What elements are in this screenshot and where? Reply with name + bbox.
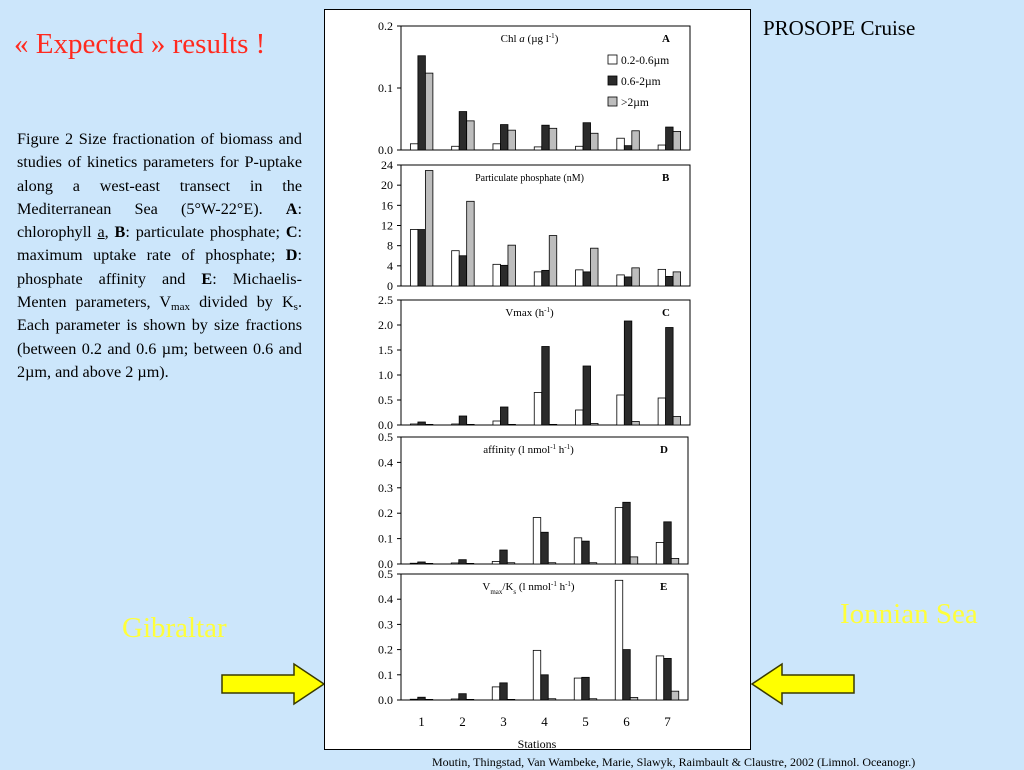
bar bbox=[459, 112, 467, 150]
caption-text: : particulate phosphate; bbox=[125, 223, 286, 242]
bar bbox=[418, 422, 426, 425]
size-fraction-chart bbox=[325, 10, 752, 751]
legend-swatch bbox=[608, 97, 617, 106]
bar bbox=[574, 678, 582, 700]
y-tick-label: 0 bbox=[387, 279, 393, 293]
bar bbox=[671, 691, 679, 700]
y-tick-label: 0.4 bbox=[378, 592, 393, 607]
bar bbox=[500, 407, 508, 425]
panel-label: affinity (l nmol$^{-1}$ $h^{-1}$) bbox=[483, 443, 574, 456]
caption-text: Figure 2 Size fractionation of biomass and studies of kinetics parameters for P-uptake along a west-east transect in the Mediterranean Sea (5°W-22°E). bbox=[17, 130, 302, 218]
bar bbox=[493, 421, 501, 425]
y-tick-label: 24 bbox=[381, 158, 393, 172]
bar bbox=[617, 275, 625, 286]
bar bbox=[615, 508, 623, 564]
bar bbox=[500, 550, 508, 564]
y-tick-label: 0.3 bbox=[378, 617, 393, 632]
caption-text: : Michaelis-Menten parameters, V bbox=[17, 269, 302, 312]
bar bbox=[673, 131, 681, 150]
bar bbox=[658, 398, 666, 425]
bar bbox=[548, 563, 556, 564]
y-tick-label: 1.0 bbox=[378, 368, 393, 382]
bar bbox=[591, 248, 599, 286]
caption-text: . Each parameter is shown by size fractions (between 0.2 and 0.6 µm; between 0.6 and 2µm, and above 2 µm). bbox=[17, 293, 302, 381]
bar bbox=[574, 538, 582, 564]
bar bbox=[459, 694, 467, 700]
bar bbox=[410, 144, 418, 150]
bar bbox=[576, 146, 584, 150]
y-tick-label: 0.0 bbox=[378, 693, 393, 707]
bar bbox=[671, 558, 679, 564]
y-tick-label: 0.0 bbox=[378, 418, 393, 432]
bar bbox=[425, 73, 433, 150]
bar bbox=[664, 522, 672, 564]
bar bbox=[591, 133, 599, 150]
bar bbox=[418, 562, 426, 564]
caption-panel-e: E bbox=[201, 269, 213, 288]
bar bbox=[656, 542, 664, 564]
bar bbox=[583, 123, 591, 150]
caption-chl-a: a bbox=[97, 223, 105, 242]
bar bbox=[467, 201, 475, 286]
bar bbox=[410, 563, 418, 564]
caption-text: divided by K bbox=[190, 293, 294, 312]
bar bbox=[591, 424, 599, 426]
bar bbox=[541, 675, 549, 700]
y-tick-label: 0.5 bbox=[378, 567, 393, 581]
bar bbox=[541, 532, 549, 564]
y-tick-label: 12 bbox=[381, 218, 393, 233]
bar bbox=[452, 146, 460, 150]
bar bbox=[493, 144, 501, 150]
bar bbox=[630, 557, 638, 564]
bar bbox=[466, 563, 474, 564]
y-tick-label: 0.1 bbox=[378, 81, 393, 95]
bar bbox=[534, 393, 542, 426]
caption-panel-b: B bbox=[114, 223, 126, 242]
y-tick-label: 16 bbox=[381, 198, 393, 213]
y-tick-label: 20 bbox=[381, 178, 393, 193]
bar bbox=[632, 131, 640, 150]
bar bbox=[452, 424, 460, 425]
bar bbox=[658, 269, 666, 286]
bar bbox=[589, 699, 597, 700]
bar bbox=[576, 270, 584, 286]
y-tick-label: 0.4 bbox=[378, 455, 393, 470]
y-tick-label: 0.1 bbox=[378, 531, 393, 546]
bar bbox=[466, 699, 474, 700]
bar bbox=[410, 424, 418, 425]
bar bbox=[632, 422, 640, 426]
y-tick-label: 2.5 bbox=[378, 293, 393, 307]
bar bbox=[507, 699, 515, 700]
bar bbox=[459, 560, 467, 564]
caption-text: : chlorophyll bbox=[17, 199, 302, 242]
bar bbox=[451, 563, 459, 564]
bar bbox=[508, 245, 516, 286]
x-tick-label: 2 bbox=[459, 714, 466, 729]
y-tick-label: 0.5 bbox=[378, 393, 393, 407]
bar bbox=[500, 265, 508, 286]
panel-letter: B bbox=[662, 172, 670, 184]
legend-entry: 0.6-2µm bbox=[621, 76, 661, 88]
bar bbox=[673, 417, 681, 426]
bar bbox=[623, 502, 631, 564]
bar bbox=[658, 145, 666, 150]
bar bbox=[452, 251, 460, 286]
right-arrow-icon bbox=[220, 662, 328, 706]
bar bbox=[576, 410, 584, 425]
y-tick-label: 4 bbox=[387, 258, 393, 273]
slide-title: « Expected » results ! bbox=[14, 28, 266, 60]
bar bbox=[451, 699, 459, 700]
bar bbox=[666, 127, 674, 150]
bar bbox=[418, 230, 426, 286]
x-tick-label: 5 bbox=[582, 714, 589, 729]
y-tick-label: 0.2 bbox=[378, 642, 393, 657]
caption-sub-max: max bbox=[171, 301, 190, 314]
bar bbox=[500, 125, 508, 150]
cruise-label: PROSOPE Cruise bbox=[763, 16, 916, 40]
x-axis-label: Stations bbox=[517, 737, 557, 751]
bar bbox=[410, 699, 418, 700]
legend-swatch bbox=[608, 76, 617, 85]
caption-panel-d: D bbox=[285, 246, 298, 265]
bar bbox=[534, 147, 542, 150]
bar bbox=[673, 272, 681, 286]
panel-letter: E bbox=[660, 581, 668, 593]
bar bbox=[492, 561, 500, 564]
bar bbox=[548, 699, 556, 700]
panel-label: $V_{max}/K_s$ (l nmol$^{-1}$ $h^{-1}$) bbox=[482, 580, 575, 596]
bar bbox=[664, 658, 672, 700]
x-tick-label: 4 bbox=[541, 714, 548, 729]
bar bbox=[624, 146, 632, 150]
bar bbox=[666, 276, 674, 286]
x-tick-label: 1 bbox=[418, 714, 425, 729]
bar bbox=[459, 416, 467, 425]
bar bbox=[493, 264, 501, 286]
bar bbox=[500, 683, 508, 700]
bar bbox=[615, 580, 623, 700]
caption-panel-c: C bbox=[285, 223, 298, 242]
bar bbox=[549, 424, 557, 425]
panel-label: Particulate phosphate (nM) bbox=[475, 173, 584, 184]
bar bbox=[534, 272, 542, 286]
bar bbox=[656, 656, 664, 700]
bar bbox=[582, 541, 590, 564]
x-tick-label: 3 bbox=[500, 714, 507, 729]
bar bbox=[624, 277, 632, 286]
bar bbox=[492, 687, 500, 700]
bar bbox=[467, 121, 475, 150]
y-tick-label: 0.2 bbox=[378, 506, 393, 521]
bar bbox=[542, 125, 550, 150]
bar bbox=[583, 366, 591, 425]
y-tick-label: 0.5 bbox=[378, 430, 393, 444]
panel-letter: A bbox=[662, 33, 670, 45]
bar bbox=[425, 171, 433, 286]
bar bbox=[418, 697, 426, 700]
bar bbox=[549, 128, 557, 150]
y-tick-label: 0.0 bbox=[378, 557, 393, 571]
y-tick-label: 0.3 bbox=[378, 480, 393, 495]
bar bbox=[666, 328, 674, 426]
bar bbox=[542, 347, 550, 426]
x-tick-label: 6 bbox=[623, 714, 630, 729]
bar bbox=[507, 563, 515, 564]
bar bbox=[583, 272, 591, 286]
caption-text: , bbox=[104, 223, 115, 242]
bar bbox=[410, 230, 418, 286]
bar bbox=[508, 424, 516, 425]
bar bbox=[589, 563, 597, 564]
bar bbox=[549, 236, 557, 286]
y-tick-label: 0.0 bbox=[378, 143, 393, 157]
bar bbox=[624, 321, 632, 425]
caption-panel-a: A bbox=[285, 199, 298, 218]
legend-swatch bbox=[608, 55, 617, 64]
legend-entry: >2µm bbox=[621, 97, 649, 109]
y-tick-label: 1.5 bbox=[378, 343, 393, 357]
caption-text: : maximum uptake rate of phosphate; bbox=[17, 223, 303, 265]
panel-label: Vmax $(h^{-1})$ bbox=[505, 306, 554, 319]
bar bbox=[508, 130, 516, 150]
x-tick-label: 7 bbox=[664, 714, 671, 729]
figure-caption bbox=[17, 128, 302, 384]
y-tick-label: 2.0 bbox=[378, 318, 393, 332]
east-location-label: Ionnian Sea bbox=[840, 598, 978, 630]
legend-entry: 0.2-0.6µm bbox=[621, 55, 670, 67]
y-tick-label: 0.1 bbox=[378, 667, 393, 682]
bar bbox=[533, 518, 541, 564]
caption-sub-s: s bbox=[293, 301, 298, 314]
y-tick-label: 0.2 bbox=[378, 19, 393, 33]
y-tick-label: 8 bbox=[387, 238, 393, 253]
bar bbox=[617, 138, 625, 150]
bar bbox=[425, 424, 433, 425]
bar bbox=[623, 650, 631, 700]
bar bbox=[459, 256, 467, 286]
bar bbox=[617, 395, 625, 425]
bar bbox=[542, 270, 550, 286]
caption-text: : phosphate affinity and bbox=[17, 246, 302, 288]
bar bbox=[533, 650, 541, 700]
panel-label: Chl a (µg $l^{-1}$) bbox=[500, 32, 559, 45]
panel-letter: C bbox=[662, 307, 670, 319]
bar bbox=[632, 268, 640, 286]
panel-letter: D bbox=[660, 444, 668, 456]
bar bbox=[630, 697, 638, 700]
west-location-label: Gibraltar bbox=[122, 612, 227, 644]
bar bbox=[418, 56, 426, 150]
left-arrow-icon bbox=[748, 662, 856, 706]
bar bbox=[582, 677, 590, 700]
bar bbox=[425, 563, 433, 564]
figure-panel bbox=[324, 9, 751, 750]
bar bbox=[425, 699, 433, 700]
bar bbox=[467, 424, 475, 425]
citation: Moutin, Thingstad, Van Wambeke, Marie, Slawyk, Raimbault & Claustre, 2002 (Limnol. Oceanogr.) bbox=[432, 755, 916, 769]
